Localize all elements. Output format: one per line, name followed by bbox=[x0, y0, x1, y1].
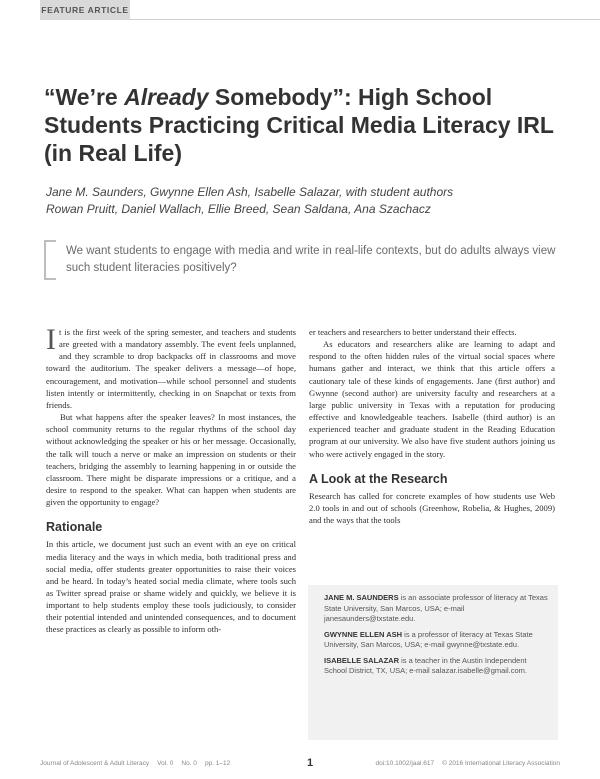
authors-line-1: Jane M. Saunders, Gwynne Ellen Ash, Isabelle Salazar, with student authors bbox=[46, 185, 454, 199]
article-title bbox=[44, 83, 564, 167]
bio-item: JANE M. SAUNDERS is an associate professor of literacy at Texas State University, San Marcos, USA; e-mail janesaunders@txstate.edu. bbox=[324, 593, 548, 623]
title-part-2: Somebody”: High School Students Practicing Critical Media Literacy IRL (in Real Life) bbox=[44, 84, 554, 166]
paragraph: Research has called for concrete examples of how students use Web 2.0 tools in and out of schools (Greenhow, Robelia, & Hughes, 2009) and the ways that the tools bbox=[309, 490, 555, 526]
title-emphasis: Already bbox=[124, 84, 209, 110]
paragraph: In this article, we document just such an event with an eye on critical media literacy and the ways in which media, both traditional press and social media, offer students greater opportunities to raise their voices and be heard. In today’s heated social media climate, where tools such as Twitter spread praise or shame widely and quickly, we believe it is important to help students employ these tools judiciously, to consider their potential intended and unintended consequences, and to document these practices as clearly as possible to inform oth- bbox=[46, 539, 296, 635]
paragraph: er teachers and researchers to better understand their effects. bbox=[309, 327, 517, 337]
body-column-left bbox=[46, 323, 296, 636]
authors-line-2: Rowan Pruitt, Daniel Wallach, Ellie Breed, Sean Saldana, Ana Szachacz bbox=[46, 202, 431, 216]
section-heading-rationale: Rationale bbox=[46, 520, 103, 535]
volume: Vol. 0 bbox=[157, 759, 174, 767]
bio-item: ISABELLE SALAZAR is a teacher in the Austin Independent School District, TX, USA; e-mail salazar.isabelle@gmail.com. bbox=[324, 655, 527, 675]
issue-number: No. 0 bbox=[181, 759, 197, 767]
title-part-1: “We’re bbox=[44, 84, 125, 110]
page-number: 1 bbox=[306, 757, 314, 769]
section-tag: FEATURE ARTICLE bbox=[40, 0, 130, 20]
page-range: pp. 1–12 bbox=[204, 759, 231, 767]
author-bios bbox=[308, 585, 558, 740]
section-heading-research: A Look at the Research bbox=[309, 471, 448, 486]
author-list bbox=[46, 184, 566, 218]
paragraph: It is the first week of the spring semester, and teachers and students are greeted with a mandatory assembly. The event feels unplanned, and they scramble to drop backpacks off in classrooms and move toward the auditorium. The speaker delivers a message—of hope, encouragement, and motivation—while school personnel and students listen intently or intermittently, checking in on Snapchat or texts from friends. bbox=[46, 323, 296, 410]
abstract: We want students to engage with media and write in real-life contexts, but do adults always view such student literacies positively? bbox=[66, 245, 556, 274]
paragraph: But what happens after the speaker leaves? In most instances, the school community returns to the regular rhythms of the school day without acknowledging the speaker or his or her message. Occasionally, the talk will touch a nerve or make an impression on students or their teachers, bridging the assembly to learning happening in or outside the classroom. There might be disparate impressions or a critique, and a desire to respond to the speaker. What can happen when students are given the opportunity to engage? bbox=[46, 412, 296, 508]
abstract-bracket-icon bbox=[44, 240, 56, 280]
paragraph: As educators and researchers alike are learning to adapt and respond to the often hidden rules of the virtual social spaces where humans gather and interact, we think that this article offers a cautionary tale of these kinds of engagements. Jane (first author) and Gwynne (second author) are university faculty and researchers at a large public university in Texas with a reputation for producing effective and knowledgeable teachers. Isabelle (third author) is an experienced teacher and graduate student in the Reading Education program at our university. We also have five student authors joining us who were actively engaged in the story. bbox=[309, 339, 555, 459]
bio-item: GWYNNE ELLEN ASH is a professor of literacy at Texas State University, San Marcos, USA; e-mail gwynne@txstate.edu. bbox=[324, 629, 533, 649]
header-rule bbox=[130, 19, 600, 20]
doi: doi:10.1002/jaal.617 bbox=[375, 759, 435, 767]
page-footer bbox=[40, 756, 560, 770]
body-column-right bbox=[309, 326, 555, 526]
copyright: © 2016 International Literacy Association bbox=[442, 759, 560, 767]
journal-name: Journal of Adolescent & Adult Literacy bbox=[40, 759, 150, 767]
drop-cap: I bbox=[46, 323, 56, 356]
